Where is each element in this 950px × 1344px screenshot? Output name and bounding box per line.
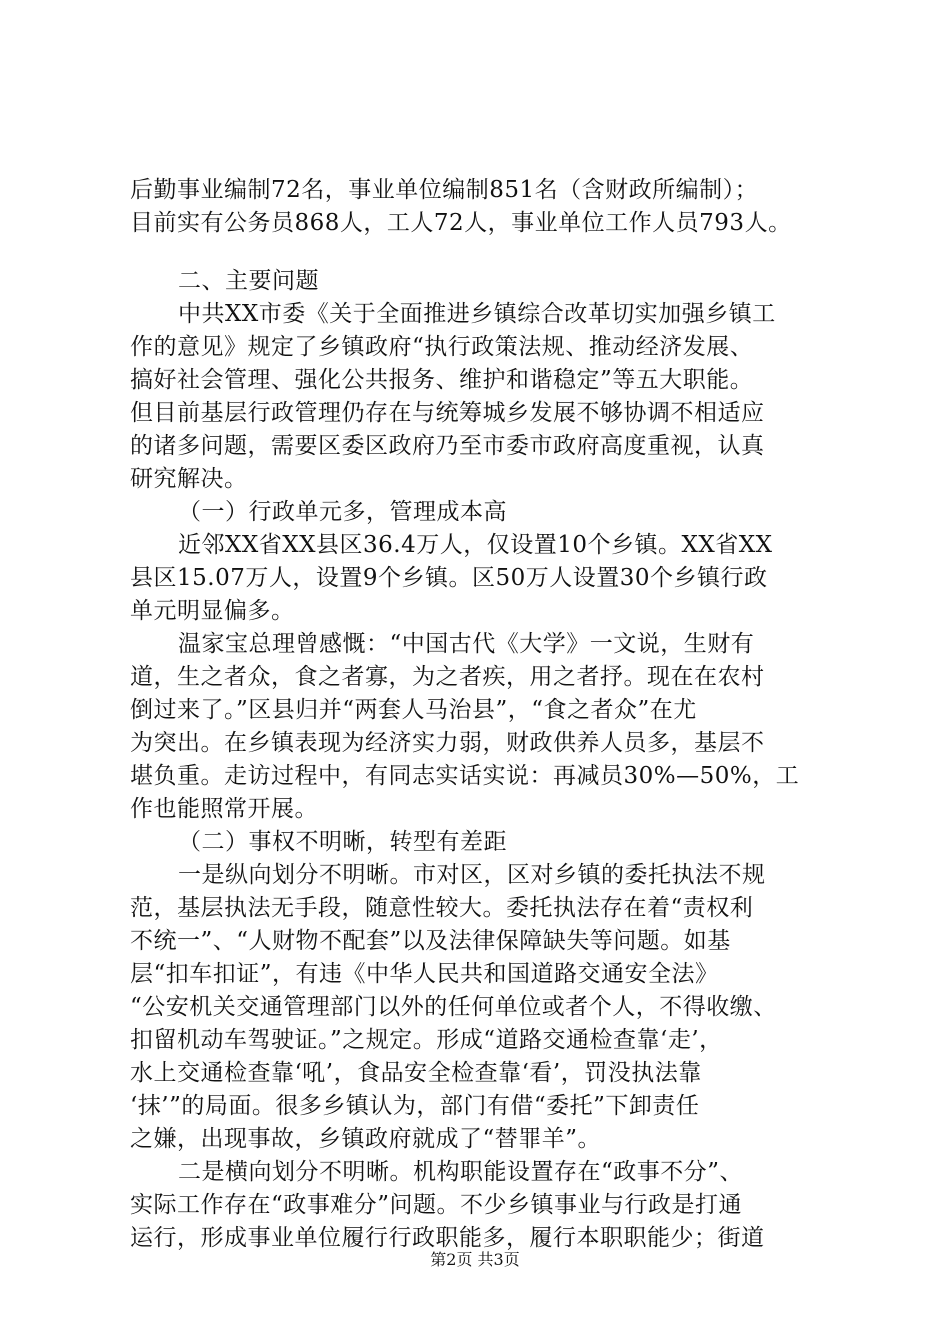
body-text-line: 目前实有公务员868人，工人72人，事业单位工作人员793人。: [130, 210, 792, 236]
paragraph-first-line: 温家宝总理曾感慨：“中国古代《大学》一文说，生财有: [178, 631, 755, 657]
paragraph-first-line: 中共XX市委《关于全面推进乡镇综合改革切实加强乡镇工: [178, 301, 776, 327]
body-text-line: 水上交通检查靠‘吼’，食品安全检查靠‘看’，罚没执法靠: [130, 1060, 702, 1086]
body-text-line: “公安机关交通管理部门以外的任何单位或者个人，不得收缴、: [130, 994, 777, 1020]
body-text-line: 的诸多问题，需要区委区政府乃至市委市政府高度重视，认真: [130, 433, 765, 459]
body-text-line: 后勤事业编制72名，事业单位编制851名（含财政所编制）；: [130, 177, 759, 203]
body-text-line: 层“扣车扣证”，有违《中华人民共和国道路交通安全法》: [130, 961, 719, 987]
body-text-line: 倒过来了。”区县归并“两套人马治县”，“食之者众”在尤: [130, 697, 697, 723]
body-text-line: 不统一”、“人财物不配套”以及法律保障缺失等问题。如基: [130, 928, 731, 954]
body-text-line: 作也能照常开展。: [130, 796, 318, 822]
body-text-line: 单元明显偏多。: [130, 598, 295, 624]
body-text-line: 道，生之者众，食之者寡，为之者疾，用之者抒。现在在农村: [130, 664, 765, 690]
body-text-line: 范，基层执法无手段，随意性较大。委托执法存在着“责权利: [130, 895, 754, 921]
paragraph-first-line: 二是横向划分不明晰。机构职能设置存在“政事不分”、: [178, 1159, 744, 1185]
page-number-footer: 第2页 共3页: [430, 1250, 520, 1269]
body-text-line: 之嫌，出现事故，乡镇政府就成了“替罪羊”。: [130, 1126, 602, 1152]
paragraph-first-line: 一是纵向划分不明晰。市对区，区对乡镇的委托执法不规: [178, 862, 766, 888]
subsection-heading: （一）行政单元多，管理成本高: [178, 499, 507, 525]
section-heading: 二、主要问题: [178, 268, 319, 294]
body-text-line: 实际工作存在“政事难分”问题。不少乡镇事业与行政是打通: [130, 1192, 743, 1218]
body-text-line: ‘抹’”的局面。很多乡镇认为，部门有借“委托”下卸责任: [130, 1093, 700, 1119]
body-text-line: 搞好社会管理、强化公共报务、维护和谐稳定”等五大职能。: [130, 367, 754, 393]
body-text-line: 作的意见》规定了乡镇政府“执行政策法规、推动经济发展、: [130, 334, 754, 360]
body-text-line: 研究解决。: [130, 466, 248, 492]
paragraph-first-line: 近邻XX省XX县区36.4万人，仅设置10个乡镇。XX省XX: [178, 532, 773, 558]
body-text-line: 扣留机动车驾驶证。”之规定。形成“道路交通检查靠‘走’，: [130, 1027, 723, 1053]
body-text-line: 但目前基层行政管理仍存在与统筹城乡发展不够协调不相适应: [130, 400, 765, 426]
body-text-line: 堪负重。走访过程中，有同志实话实说：再减员30%—50%，工: [130, 763, 800, 789]
body-text-line: 县区15.07万人，设置9个乡镇。区50万人设置30个乡镇行政: [130, 565, 768, 591]
body-text-line: 运行，形成事业单位履行行政职能多，履行本职职能少；街道: [130, 1225, 765, 1251]
body-text-line: 为突出。在乡镇表现为经济实力弱，财政供养人员多，基层不: [130, 730, 765, 756]
subsection-heading: （二）事权不明晰，转型有差距: [178, 829, 507, 855]
